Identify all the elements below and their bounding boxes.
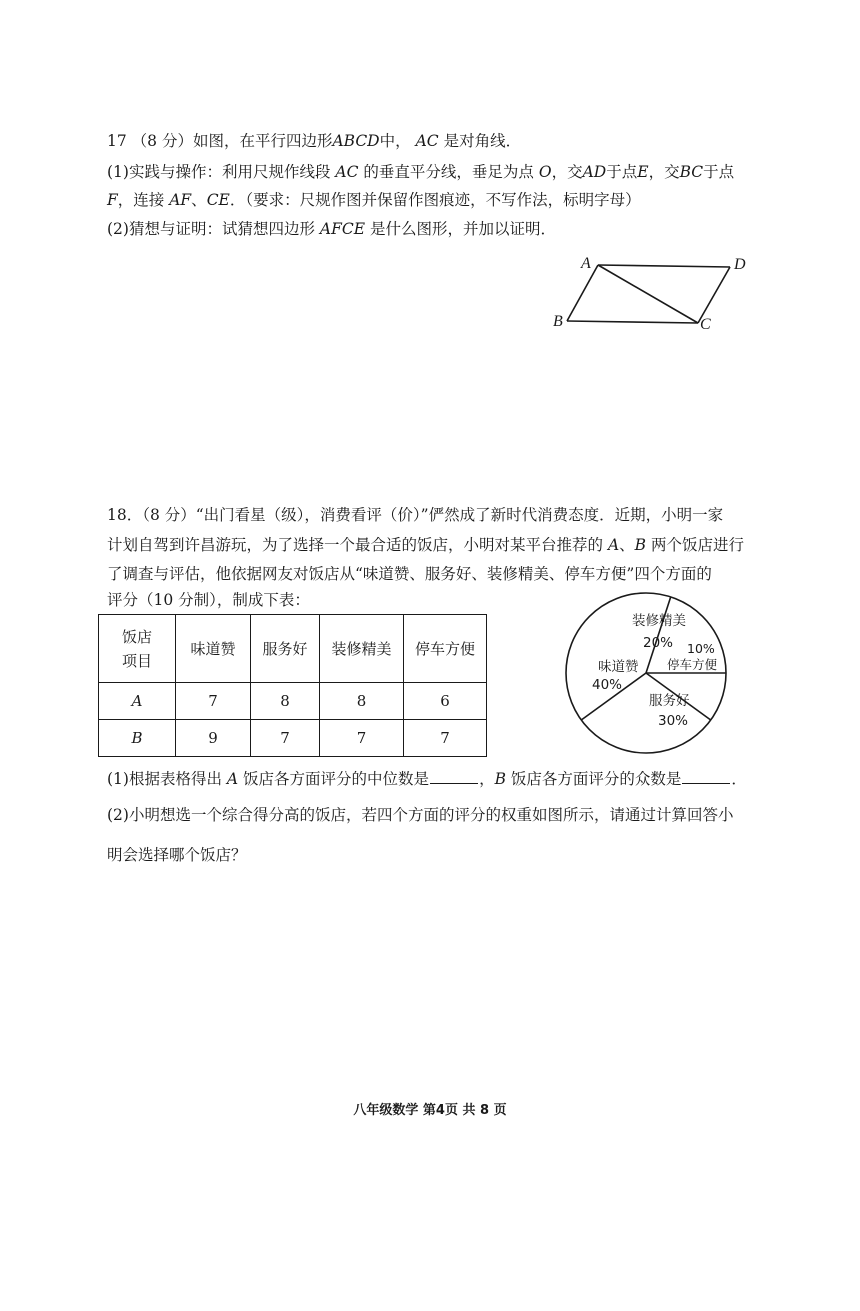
table-cell: 6 xyxy=(404,683,487,720)
table-header-row xyxy=(99,615,487,683)
table-cell: 9 xyxy=(176,720,251,757)
table-header-cell: 停车方便 xyxy=(404,615,487,683)
table-cell: 7 xyxy=(251,720,320,757)
table-corner-cell xyxy=(99,615,176,683)
answer-blank-mode[interactable] xyxy=(682,769,730,784)
side-bc xyxy=(567,321,698,323)
q17-part1: (1)实践与操作：利用尺规作线段 AC 的垂直平分线，垂足为点 O，交AD于点E，交BC于点 xyxy=(107,163,735,181)
corner-top-label: 饭店 xyxy=(121,627,152,646)
table-header-cell: 服务好 xyxy=(251,615,320,683)
pie-pct-parking: 10% xyxy=(687,641,715,656)
q17-heading: 17 （8 分）如图，在平行四边形ABCD中， AC 是对角线． xyxy=(107,132,522,150)
table-cell: 7 xyxy=(176,683,251,720)
vertex-d-label: D xyxy=(734,256,746,273)
q18-sub2-cont: 明会选择哪个饭店？ xyxy=(107,846,247,864)
pie-pct-service: 30% xyxy=(658,713,689,729)
table-row-label: B xyxy=(99,720,176,757)
q18-line1: 18．（8 分）“出门看星（级），消费看评（价）”俨然成了新时代消费态度．近期，小明一家 xyxy=(107,506,724,524)
pie-pct-decor: 20% xyxy=(643,635,674,651)
answer-blank-median[interactable] xyxy=(430,769,478,784)
side-ab xyxy=(567,265,598,321)
page-footer: 八年级数学 第4页 共 8 页 xyxy=(353,1103,507,1118)
table-cell: 7 xyxy=(404,720,487,757)
q18-sub1: (1)根据表格得出 A 饭店各方面评分的中位数是 ，B 饭店各方面评分的众数是 ． xyxy=(107,770,747,788)
vertex-b-label: B xyxy=(553,313,563,330)
table-row xyxy=(99,683,487,720)
table-row-label: A xyxy=(99,683,176,720)
table-cell: 7 xyxy=(320,720,404,757)
vertex-c-label: C xyxy=(700,316,711,333)
q17-part1-cont: F，连接 AF、CE．（要求：尺规作图并保留作图痕迹，不写作法，标明字母） xyxy=(107,191,641,209)
q17-part2: (2)猜想与证明：试猜想四边形 AFCE 是什么图形，并加以证明． xyxy=(107,220,556,238)
vertex-a-label: A xyxy=(581,255,591,272)
corner-bottom-label: 项目 xyxy=(121,651,152,670)
pie-label-taste: 味道赞 xyxy=(598,659,639,675)
q18-line4: 评分（10 分制），制成下表： xyxy=(107,591,310,609)
table-row xyxy=(99,720,487,757)
side-ad xyxy=(598,265,730,267)
q18-line3: 了调查与评估，他依据网友对饭店从“味道赞、服务好、装修精美、停车方便”四个方面的 xyxy=(107,565,712,583)
weight-pie-chart xyxy=(552,590,742,760)
table-cell: 8 xyxy=(320,683,404,720)
score-table xyxy=(98,614,487,757)
pie-label-parking: 停车方便 xyxy=(667,657,718,672)
pie-pct-taste: 40% xyxy=(592,677,623,693)
diagonal-ac xyxy=(598,265,698,323)
table-header-cell: 装修精美 xyxy=(320,615,404,683)
q18-sub2: (2)小明想选一个综合得分高的饭店，若四个方面的评分的权重如图所示，请通过计算回答小 xyxy=(107,806,734,824)
q18-line2: 计划自驾到许昌游玩，为了选择一个最合适的饭店，小明对某平台推荐的 A、B 两个饭店进行 xyxy=(107,536,745,554)
pie-label-service: 服务好 xyxy=(649,693,690,709)
side-dc xyxy=(698,267,730,323)
pie-label-decor: 装修精美 xyxy=(632,613,686,629)
table-header-cell: 味道赞 xyxy=(176,615,251,683)
table-cell: 8 xyxy=(251,683,320,720)
